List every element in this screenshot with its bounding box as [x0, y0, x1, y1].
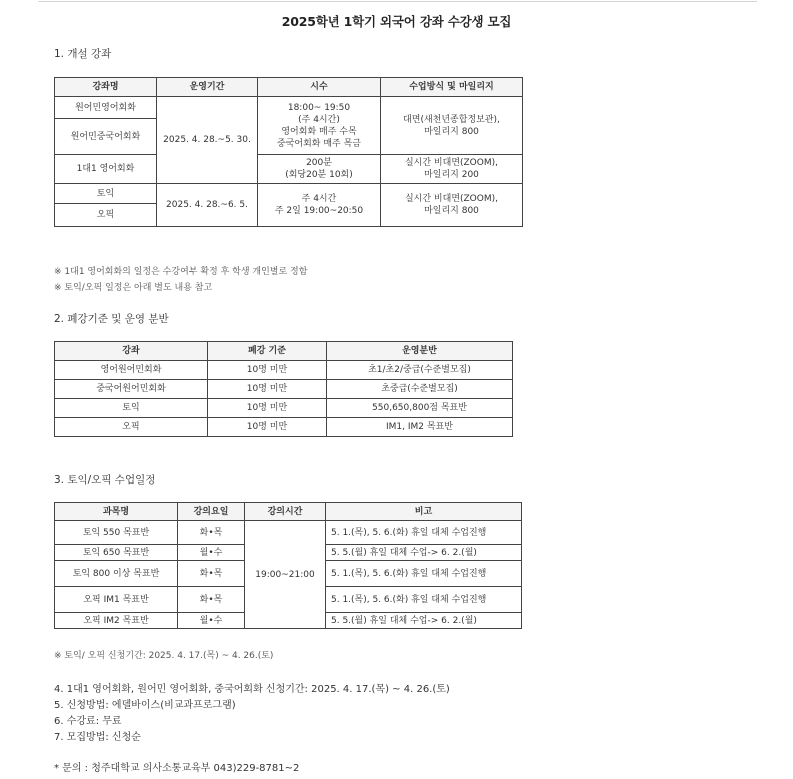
table-row	[55, 361, 513, 380]
cell-time: 19:00~21:00	[245, 521, 326, 629]
hours-line: (주 4시간)	[298, 114, 340, 125]
section3-heading: 3. 토익/오픽 수업일정	[54, 474, 156, 486]
course-method	[381, 155, 523, 184]
course-name: 토익	[55, 184, 157, 204]
course-name: 원어민중국어회화	[55, 119, 157, 155]
schedule-table	[54, 502, 522, 629]
method-line: 대면(새천년종합정보관),	[403, 114, 500, 125]
hours-line: 200분	[306, 158, 332, 168]
cell-remarks: 5. 5.(월) 휴일 대체 수업-> 6. 2.(월)	[326, 613, 522, 629]
header-hours: 시수	[258, 78, 381, 97]
hours-line: (회당20분 10회)	[285, 170, 353, 180]
cell-closing: 10명 미만	[208, 380, 327, 399]
page-title: 2025학년 1학기 외국어 강좌 수강생 모집	[281, 14, 512, 29]
info-item: 4. 1대1 영어회화, 원어민 영어회화, 중국어회화 신청기간: 2025. 4. 17.(목) ~ 4. 26.(토)	[54, 684, 450, 695]
cell-subject: 토익 800 이상 목표반	[55, 561, 178, 587]
method-line: 마일리지 200	[424, 170, 479, 180]
course-hours	[258, 184, 381, 227]
cell-closing: 10명 미만	[208, 399, 327, 418]
header-closing: 폐강 기준	[208, 342, 327, 361]
course-period: 2025. 4. 28.~5. 30.	[157, 97, 258, 184]
info-item: 7. 모집방법: 신청순	[54, 732, 141, 743]
cell-remarks: 5. 5.(월) 휴일 대체 수업-> 6. 2.(월)	[326, 545, 522, 561]
hours-line: 중국어회화 매주 목금	[277, 138, 361, 149]
table-row	[55, 418, 513, 437]
header-course: 강좌명	[55, 78, 157, 97]
cell-course: 토익	[55, 399, 208, 418]
top-divider	[38, 1, 757, 2]
header-time: 강의시간	[245, 503, 326, 521]
cell-subject: 오픽 IM2 목표반	[55, 613, 178, 629]
table-row	[55, 399, 513, 418]
section2-heading: 2. 폐강기준 및 운영 분반	[54, 313, 169, 325]
cell-day: 화•목	[178, 561, 245, 587]
cell-course: 영어원어민회화	[55, 361, 208, 380]
note: ※ 1대1 영어회화의 일정은 수강여부 확정 후 학생 개인별로 정함	[54, 267, 308, 277]
method-line: 실시간 비대면(ZOOM),	[404, 194, 498, 204]
cell-classes: 초중급(수준별모집)	[327, 380, 513, 399]
header-day: 강의요일	[178, 503, 245, 521]
cell-day: 화•목	[178, 587, 245, 613]
cell-remarks: 5. 1.(목), 5. 6.(화) 휴일 대체 수업진행	[326, 587, 522, 613]
closing-table	[54, 341, 513, 437]
header-course: 강좌	[55, 342, 208, 361]
section1-heading: 1. 개설 강좌	[54, 48, 112, 60]
header-subject: 과목명	[55, 503, 178, 521]
course-period: 2025. 4. 28.~6. 5.	[157, 184, 258, 227]
cell-remarks: 5. 1.(목), 5. 6.(화) 휴일 대체 수업진행	[326, 561, 522, 587]
table-row	[55, 380, 513, 399]
method-line: 마일리지 800	[424, 126, 479, 137]
cell-subject: 토익 650 목표반	[55, 545, 178, 561]
cell-course: 중국어원어민회화	[55, 380, 208, 399]
hours-line: 영어회화 매주 수목	[281, 126, 357, 137]
course-method	[381, 184, 523, 227]
cell-classes: IM1, IM2 목표반	[327, 418, 513, 437]
course-name: 원어민영어회화	[55, 97, 157, 119]
info-item: 5. 신청방법: 에델바이스(비교과프로그램)	[54, 700, 236, 711]
course-name: 1대1 영어회화	[55, 155, 157, 184]
cell-classes: 초1/초2/중급(수준별모집)	[327, 361, 513, 380]
cell-course: 오픽	[55, 418, 208, 437]
cell-day: 화•목	[178, 521, 245, 545]
cell-classes: 550,650,800점 목표반	[327, 399, 513, 418]
cell-day: 월•수	[178, 613, 245, 629]
cell-closing: 10명 미만	[208, 418, 327, 437]
info-item: 6. 수강료: 무료	[54, 716, 122, 727]
table-row	[55, 521, 522, 545]
course-hours	[258, 155, 381, 184]
header-period: 운영기간	[157, 78, 258, 97]
cell-subject: 토익 550 목표반	[55, 521, 178, 545]
courses-table	[54, 77, 523, 227]
hours-line: 18:00~ 19:50	[287, 102, 351, 113]
contact-info: * 문의 : 청주대학교 의사소통교육부 043)229-8781~2	[54, 763, 300, 774]
note: ※ 토익/오픽 일정은 아래 별도 내용 참고	[54, 283, 213, 293]
course-method	[381, 97, 523, 155]
note: ※ 토익/ 오픽 신청기간: 2025. 4. 17.(목) ~ 4. 26.(토)	[54, 651, 274, 661]
cell-closing: 10명 미만	[208, 361, 327, 380]
hours-line: 주 2일 19:00~20:50	[274, 206, 364, 216]
cell-remarks: 5. 1.(목), 5. 6.(화) 휴일 대체 수업진행	[326, 521, 522, 545]
header-remarks: 비고	[326, 503, 522, 521]
course-hours	[258, 97, 381, 155]
method-line: 실시간 비대면(ZOOM),	[404, 158, 498, 168]
cell-day: 월•수	[178, 545, 245, 561]
header-classes: 운영분반	[327, 342, 513, 361]
cell-subject: 오픽 IM1 목표반	[55, 587, 178, 613]
header-method: 수업방식 및 마일리지	[381, 78, 523, 97]
hours-line: 주 4시간	[301, 194, 337, 204]
course-name: 오픽	[55, 204, 157, 227]
method-line: 마일리지 800	[424, 206, 479, 216]
